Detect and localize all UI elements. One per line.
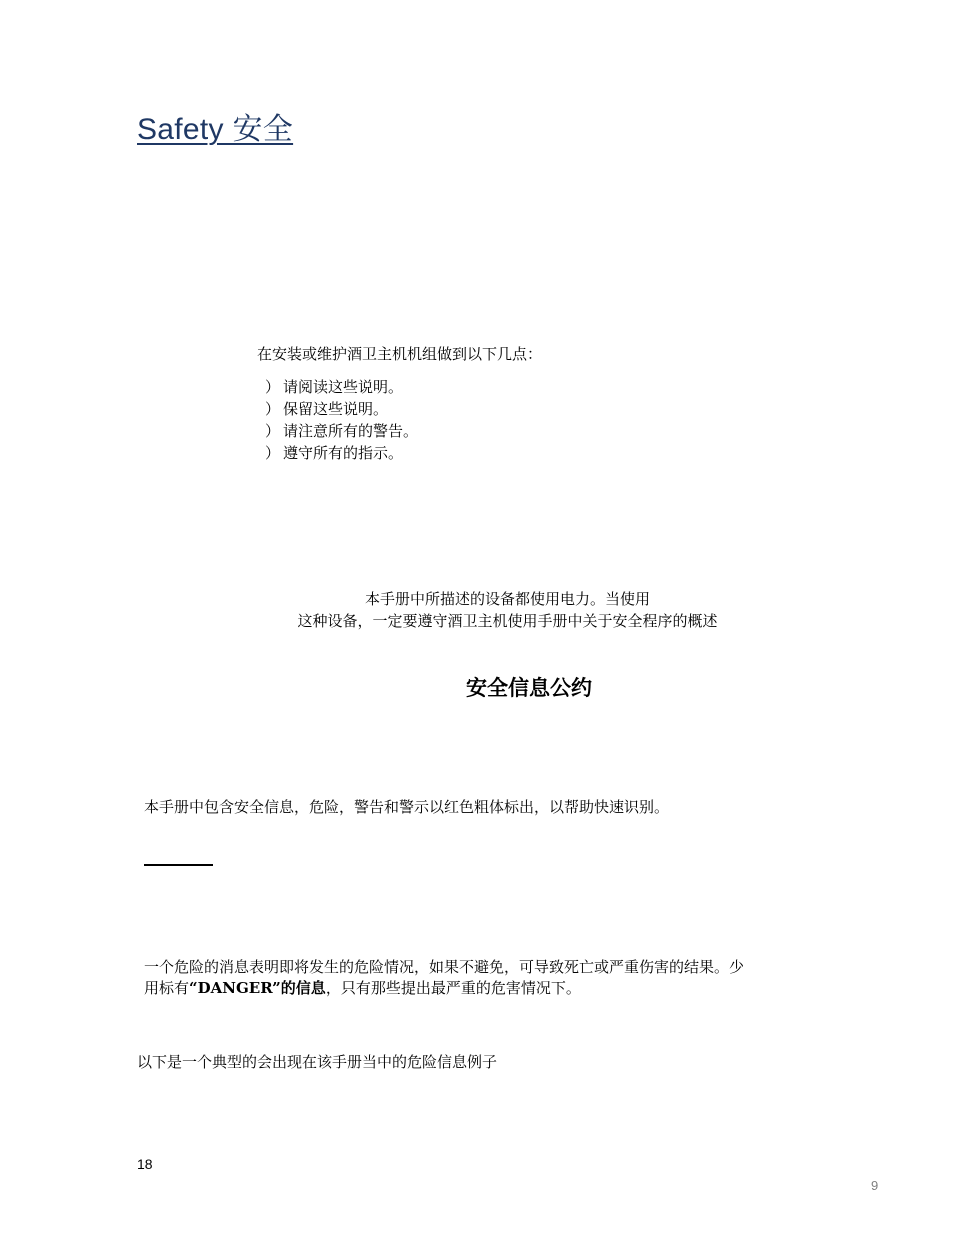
- list-item: [265, 376, 418, 398]
- list-marker: ）: [265, 378, 281, 396]
- power-notice-line: 这种设备，一定要遵守酒卫主机使用手册中关于安全程序的概述: [297, 612, 718, 630]
- intro-text: 在安装或维护酒卫主机机组做到以下几点：: [257, 345, 543, 363]
- list-item: [265, 442, 418, 464]
- list-item: [265, 420, 418, 442]
- danger-paragraph: [144, 957, 844, 999]
- section-title: 安全信息公约: [466, 676, 592, 700]
- list-item-text: 遵守所有的指示。: [283, 444, 404, 462]
- danger-paragraph-line: [144, 978, 844, 999]
- page-title: Safety 安全: [137, 113, 294, 146]
- danger-prefix: 用标有: [144, 979, 190, 997]
- instruction-list: [265, 376, 418, 464]
- danger-label: “DANGER”的信息: [189, 979, 326, 997]
- list-item-text: 保留这些说明。: [283, 400, 389, 418]
- list-item: [265, 398, 418, 420]
- danger-paragraph-line: 一个危险的消息表明即将发生的危险情况，如果不避免，可导致死亡或严重伤害的结果。少: [144, 958, 745, 976]
- power-notice: [220, 588, 795, 632]
- list-marker: ）: [265, 400, 281, 418]
- list-marker: ）: [265, 422, 281, 440]
- example-line: 以下是一个典型的会出现在该手册当中的危险信息例子: [137, 1053, 498, 1071]
- manual-info-text: 本手册中包含安全信息，危险，警告和警示以红色粗体标出，以帮助快速识别。: [144, 798, 670, 816]
- page-number-left: 18: [137, 1156, 153, 1172]
- list-item-text: 请阅读这些说明。: [283, 378, 404, 396]
- list-item-text: 请注意所有的警告。: [283, 422, 419, 440]
- power-notice-line: 本手册中所描述的设备都使用电力。当使用: [364, 590, 650, 608]
- danger-suffix: ，只有那些提出最严重的危害情况下。: [325, 979, 581, 997]
- divider-line: [144, 864, 213, 866]
- page-number-right: 9: [871, 1178, 879, 1193]
- list-marker: ）: [265, 444, 281, 462]
